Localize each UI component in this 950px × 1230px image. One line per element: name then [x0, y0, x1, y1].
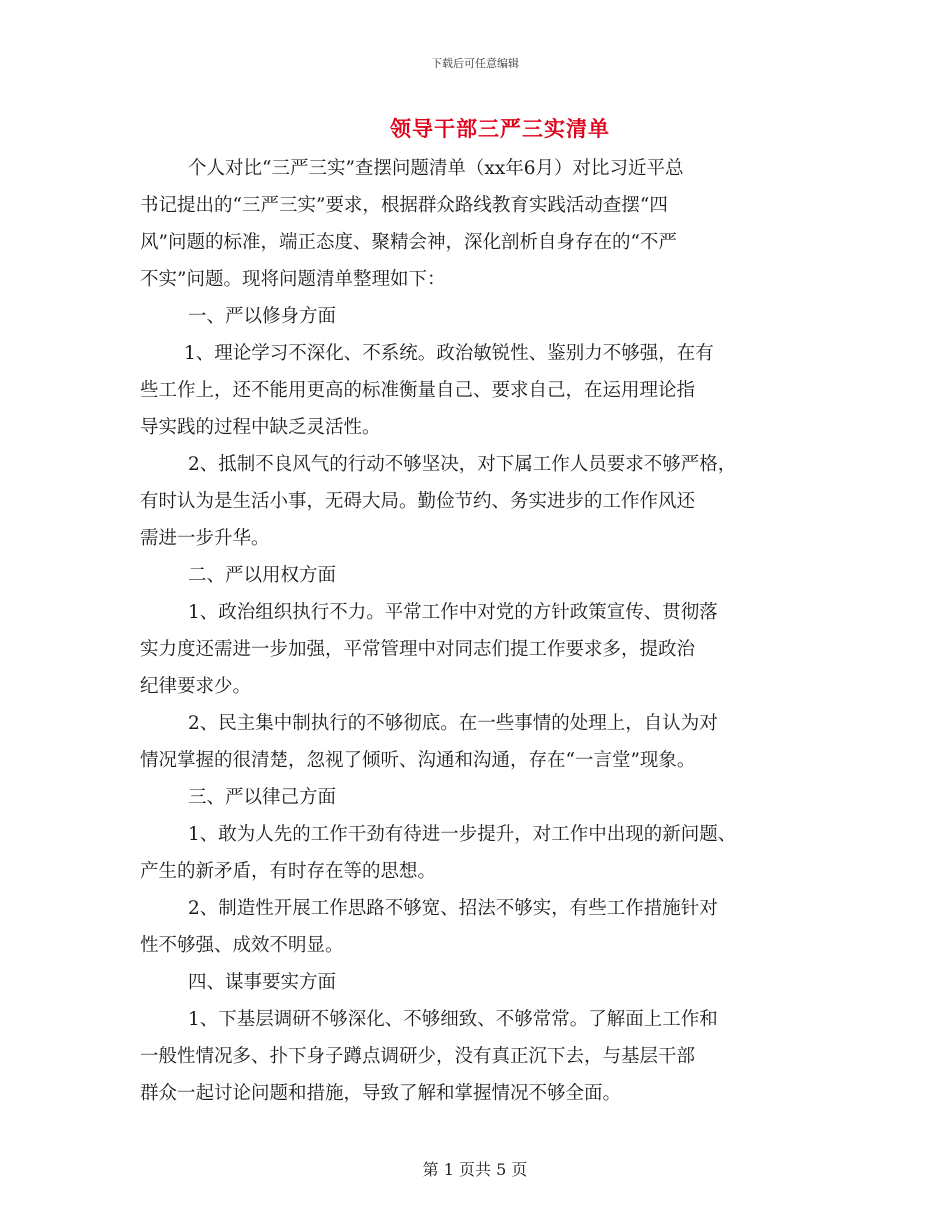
paragraph-line: 个人对比“三严三实”查摆问题清单（xx年6月）对比习近平总 — [188, 158, 684, 179]
section-heading: 二、严以用权方面 — [188, 565, 337, 586]
paragraph-line: 1、敢为人先的工作干劲有待进一步提升，对工作中出现的新问题、 — [188, 824, 737, 845]
paragraph-line: 些工作上，还不能用更高的标准衡量自己、要求自己，在运用理论指 — [140, 380, 696, 401]
paragraph-line: 需进一步升华。 — [140, 528, 270, 549]
paragraph-line: 一般性情况多、扑下身子蹲点调研少，没有真正沉下去，与基层干部 — [140, 1046, 696, 1067]
section-heading: 四、谋事要实方面 — [188, 972, 337, 993]
paragraph-line: 书记提出的“三严三实”要求，根据群众路线教育实践活动查摆“四 — [140, 195, 668, 216]
paragraph-line: 群众一起讨论问题和措施，导致了解和掌握情况不够全面。 — [140, 1083, 622, 1104]
page-header: 下载后可任意编辑 — [431, 57, 519, 70]
paragraph-line: 性不够强、成效不明显。 — [140, 935, 344, 956]
paragraph-line: 2、抵制不良风气的行动不够坚决，对下属工作人员要求不够严格， — [188, 454, 737, 475]
paragraph-line: 情况掌握的很清楚，忽视了倾听、沟通和沟通，存在“一言堂”现象。 — [140, 750, 696, 771]
page-footer: 第 1 页共 5 页 — [422, 1160, 528, 1179]
document-body — [140, 150, 830, 1112]
section-heading: 三、严以律己方面 — [188, 787, 337, 808]
paragraph-line: 2、制造性开展工作思路不够宽、招法不够实，有些工作措施针对 — [188, 898, 718, 919]
paragraph-line: 导实践的过程中缺乏灵活性。 — [140, 417, 381, 438]
paragraph-line: 1、政治组织执行不力。平常工作中对党的方针政策宣传、贯彻落 — [188, 602, 718, 623]
paragraph-line: 产生的新矛盾，有时存在等的思想。 — [140, 861, 437, 882]
document-title: 领导干部三严三实清单 — [390, 116, 610, 141]
section-heading: 一、严以修身方面 — [188, 306, 337, 327]
paragraph-line: 1、下基层调研不够深化、不够细致、不够常常。了解面上工作和 — [188, 1009, 718, 1030]
paragraph-line: 不实”问题。现将问题清单整理如下： — [140, 269, 446, 290]
paragraph-line: 2、民主集中制执行的不够彻底。在一些事情的处理上，自认为对 — [188, 713, 718, 734]
paragraph-line: 纪律要求少。 — [140, 676, 252, 697]
paragraph-line: 实力度还需进一步加强，平常管理中对同志们提工作要求多，提政治 — [140, 639, 696, 660]
paragraph-line: 1、理论学习不深化、不系统。政治敏锐性、鉴别力不够强，在有 — [184, 343, 714, 364]
paragraph-line: 风”问题的标准，端正态度、聚精会神，深化剖析自身存在的“不严 — [140, 232, 677, 253]
paragraph-line: 有时认为是生活小事，无碍大局。勤俭节约、务实进步的工作作风还 — [140, 491, 696, 512]
